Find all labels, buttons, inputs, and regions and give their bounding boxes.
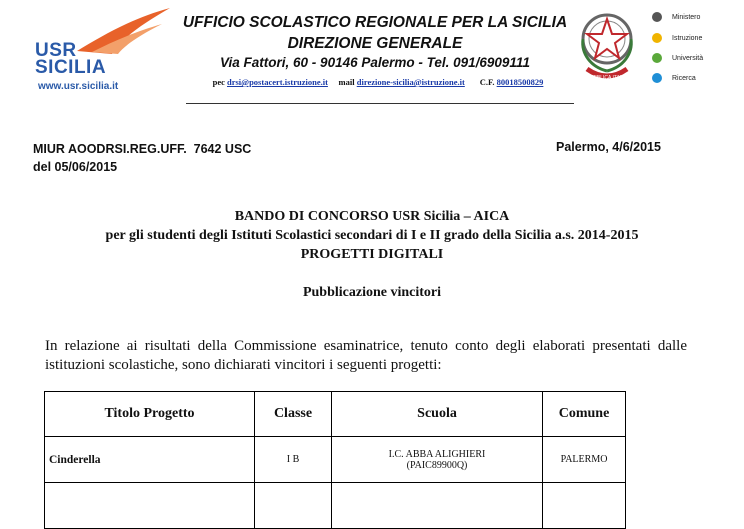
table-row <box>45 437 626 483</box>
ministry-dot-icon <box>652 12 662 22</box>
ministry-dot-icon <box>652 73 662 83</box>
office-department: DIREZIONE GENERALE <box>287 35 463 52</box>
contacts-line <box>178 77 578 87</box>
pec-label: pec <box>212 77 225 87</box>
ministry-label: Università <box>672 54 704 62</box>
cf-value: 80018500829 <box>496 77 544 87</box>
cell-title: Cinderella <box>45 437 255 483</box>
cf-label: C.F. <box>479 77 495 87</box>
cell-town: PALERMO <box>543 437 626 483</box>
ministry-item <box>652 73 696 83</box>
protocol-line1: MIUR AOODRSI.REG.UFF. 7642 USC <box>33 142 252 156</box>
table-header-row <box>45 392 626 437</box>
ministry-label: Ricerca <box>672 74 696 82</box>
column-header-class: Classe <box>255 392 332 437</box>
logo-line1: USR <box>35 40 77 61</box>
ministry-dot-icon <box>652 53 662 63</box>
school-code: (PAIC89900Q) <box>406 459 468 471</box>
ministry-label: Istruzione <box>672 34 703 42</box>
pec-link[interactable]: drsi@postacert.istruzione.it <box>227 77 328 87</box>
cell-school <box>332 437 543 483</box>
mail-link[interactable]: direzione-sicilia@istruzione.it <box>356 77 465 87</box>
logo-url[interactable]: www.usr.sicilia.it <box>38 81 119 92</box>
office-name: UFFICIO SCOLASTICO REGIONALE PER LA SICILIA <box>182 14 568 31</box>
column-header-title: Titolo Progetto <box>45 392 255 437</box>
title-line2: per gli studenti degli Istituti Scolastici secondari di I e II grado della Sicilia a.s. 2014-2015 <box>105 228 639 243</box>
ministry-item <box>652 12 700 22</box>
ministry-item <box>652 33 702 43</box>
intro-paragraph: In relazione ai risultati della Commissione esaminatrice, tenuto conto degli elaborati presentati dalle istituzioni scolastiche, sono dichiarati vincitori i seguenti progetti: <box>45 338 687 373</box>
header-divider <box>186 103 574 104</box>
emblem-text: REPUBBLICA ITALIANA <box>579 75 635 81</box>
usr-logo <box>35 42 106 76</box>
subtitle: Pubblicazione vincitori <box>302 285 442 300</box>
title-line3: PROGETTI DIGITALI <box>300 247 444 262</box>
column-header-town: Comune <box>543 392 626 437</box>
cell-class: I B <box>255 437 332 483</box>
mail-label: mail <box>338 77 355 87</box>
school-name: I.C. ABBA ALIGHIERI <box>388 448 486 460</box>
italian-republic-emblem-icon <box>577 9 637 85</box>
office-address: Via Fattori, 60 - 90146 Palermo - Tel. 091/6909111 <box>220 55 530 70</box>
ministry-item <box>652 53 703 63</box>
title-line1: BANDO DI CONCORSO USR Sicilia – AICA <box>234 209 510 224</box>
logo-line2: SICILIA <box>35 57 107 78</box>
table-row <box>45 483 626 529</box>
protocol-line2: del 05/06/2015 <box>33 160 118 174</box>
document-date: Palermo, 4/6/2015 <box>556 140 661 154</box>
winners-table <box>44 391 626 529</box>
column-header-school: Scuola <box>332 392 543 437</box>
ministry-label: Ministero <box>672 13 701 21</box>
ministry-dot-icon <box>652 33 662 43</box>
protocol-number <box>33 140 251 176</box>
